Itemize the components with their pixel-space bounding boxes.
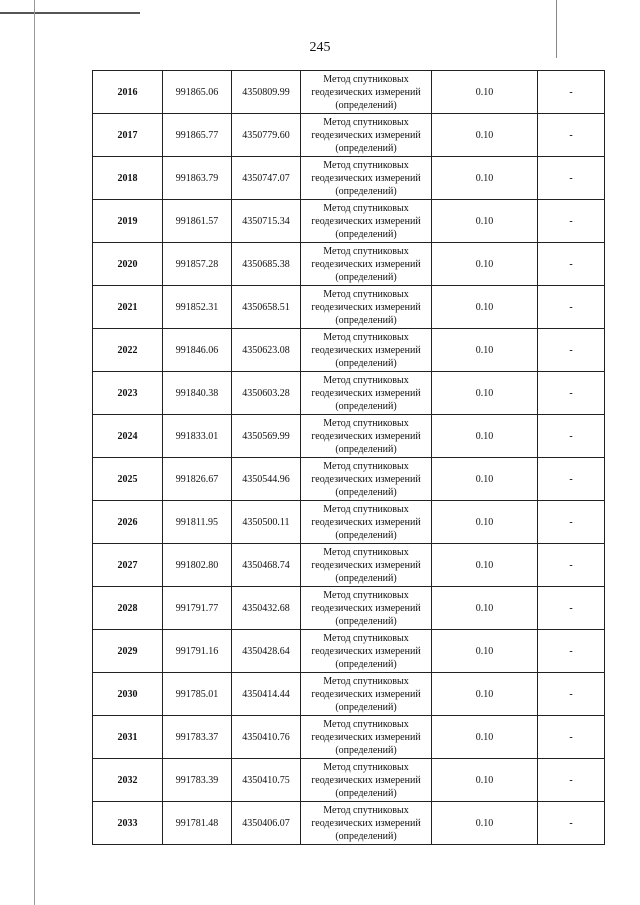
- point-number-cell: 2032: [93, 759, 163, 802]
- point-number-cell: 2024: [93, 415, 163, 458]
- accuracy-cell: 0.10: [432, 759, 538, 802]
- y-coordinate-cell: 4350544.96: [232, 458, 301, 501]
- table-row: [93, 630, 605, 673]
- accuracy-cell: 0.10: [432, 716, 538, 759]
- accuracy-cell: 0.10: [432, 673, 538, 716]
- point-number-cell: 2027: [93, 544, 163, 587]
- y-coordinate-cell: 4350715.34: [232, 200, 301, 243]
- method-cell: Метод спутниковых геодезических измерений (определений): [301, 243, 432, 286]
- x-coordinate-cell: 991840.38: [163, 372, 232, 415]
- table-row: [93, 759, 605, 802]
- table-row: [93, 329, 605, 372]
- coordinates-table: [92, 70, 605, 845]
- accuracy-cell: 0.10: [432, 544, 538, 587]
- note-cell: -: [538, 157, 605, 200]
- note-cell: -: [538, 458, 605, 501]
- coordinates-table-body: [93, 71, 605, 845]
- note-cell: -: [538, 501, 605, 544]
- x-coordinate-cell: 991833.01: [163, 415, 232, 458]
- y-coordinate-cell: 4350685.38: [232, 243, 301, 286]
- x-coordinate-cell: 991865.77: [163, 114, 232, 157]
- note-cell: -: [538, 716, 605, 759]
- method-cell: Метод спутниковых геодезических измерений (определений): [301, 673, 432, 716]
- x-coordinate-cell: 991781.48: [163, 802, 232, 845]
- scan-artifact-left-line: [34, 0, 35, 905]
- scan-artifact-top-line: [0, 12, 140, 14]
- x-coordinate-cell: 991861.57: [163, 200, 232, 243]
- accuracy-cell: 0.10: [432, 372, 538, 415]
- x-coordinate-cell: 991852.31: [163, 286, 232, 329]
- y-coordinate-cell: 4350569.99: [232, 415, 301, 458]
- method-cell: Метод спутниковых геодезических измерений (определений): [301, 802, 432, 845]
- table-row: [93, 286, 605, 329]
- accuracy-cell: 0.10: [432, 501, 538, 544]
- accuracy-cell: 0.10: [432, 415, 538, 458]
- table-row: [93, 114, 605, 157]
- page-number: 245: [309, 40, 331, 55]
- table-row: [93, 458, 605, 501]
- point-number-cell: 2030: [93, 673, 163, 716]
- note-cell: -: [538, 673, 605, 716]
- y-coordinate-cell: 4350468.74: [232, 544, 301, 587]
- method-cell: Метод спутниковых геодезических измерений (определений): [301, 630, 432, 673]
- table-row: [93, 716, 605, 759]
- note-cell: -: [538, 114, 605, 157]
- accuracy-cell: 0.10: [432, 329, 538, 372]
- y-coordinate-cell: 4350747.07: [232, 157, 301, 200]
- x-coordinate-cell: 991865.06: [163, 71, 232, 114]
- table-row: [93, 200, 605, 243]
- point-number-cell: 2026: [93, 501, 163, 544]
- point-number-cell: 2025: [93, 458, 163, 501]
- point-number-cell: 2017: [93, 114, 163, 157]
- y-coordinate-cell: 4350809.99: [232, 71, 301, 114]
- method-cell: Метод спутниковых геодезических измерений (определений): [301, 587, 432, 630]
- y-coordinate-cell: 4350432.68: [232, 587, 301, 630]
- method-cell: Метод спутниковых геодезических измерений (определений): [301, 71, 432, 114]
- point-number-cell: 2019: [93, 200, 163, 243]
- point-number-cell: 2018: [93, 157, 163, 200]
- point-number-cell: 2023: [93, 372, 163, 415]
- accuracy-cell: 0.10: [432, 802, 538, 845]
- method-cell: Метод спутниковых геодезических измерений (определений): [301, 458, 432, 501]
- table-row: [93, 673, 605, 716]
- point-number-cell: 2016: [93, 71, 163, 114]
- x-coordinate-cell: 991863.79: [163, 157, 232, 200]
- note-cell: -: [538, 802, 605, 845]
- x-coordinate-cell: 991783.39: [163, 759, 232, 802]
- note-cell: -: [538, 372, 605, 415]
- table-row: [93, 587, 605, 630]
- table-row: [93, 802, 605, 845]
- method-cell: Метод спутниковых геодезических измерений (определений): [301, 501, 432, 544]
- note-cell: -: [538, 415, 605, 458]
- method-cell: Метод спутниковых геодезических измерений (определений): [301, 759, 432, 802]
- y-coordinate-cell: 4350603.28: [232, 372, 301, 415]
- y-coordinate-cell: 4350428.64: [232, 630, 301, 673]
- y-coordinate-cell: 4350623.08: [232, 329, 301, 372]
- y-coordinate-cell: 4350658.51: [232, 286, 301, 329]
- note-cell: -: [538, 243, 605, 286]
- accuracy-cell: 0.10: [432, 114, 538, 157]
- table-row: [93, 243, 605, 286]
- y-coordinate-cell: 4350406.07: [232, 802, 301, 845]
- note-cell: -: [538, 329, 605, 372]
- method-cell: Метод спутниковых геодезических измерений (определений): [301, 372, 432, 415]
- point-number-cell: 2031: [93, 716, 163, 759]
- y-coordinate-cell: 4350779.60: [232, 114, 301, 157]
- y-coordinate-cell: 4350500.11: [232, 501, 301, 544]
- method-cell: Метод спутниковых геодезических измерений (определений): [301, 544, 432, 587]
- method-cell: Метод спутниковых геодезических измерений (определений): [301, 157, 432, 200]
- note-cell: -: [538, 630, 605, 673]
- accuracy-cell: 0.10: [432, 200, 538, 243]
- y-coordinate-cell: 4350414.44: [232, 673, 301, 716]
- x-coordinate-cell: 991857.28: [163, 243, 232, 286]
- x-coordinate-cell: 991846.06: [163, 329, 232, 372]
- x-coordinate-cell: 991811.95: [163, 501, 232, 544]
- y-coordinate-cell: 4350410.76: [232, 716, 301, 759]
- point-number-cell: 2022: [93, 329, 163, 372]
- accuracy-cell: 0.10: [432, 157, 538, 200]
- table-row: [93, 501, 605, 544]
- x-coordinate-cell: 991791.77: [163, 587, 232, 630]
- x-coordinate-cell: 991802.80: [163, 544, 232, 587]
- accuracy-cell: 0.10: [432, 630, 538, 673]
- point-number-cell: 2029: [93, 630, 163, 673]
- x-coordinate-cell: 991783.37: [163, 716, 232, 759]
- point-number-cell: 2033: [93, 802, 163, 845]
- accuracy-cell: 0.10: [432, 71, 538, 114]
- method-cell: Метод спутниковых геодезических измерений (определений): [301, 200, 432, 243]
- note-cell: -: [538, 71, 605, 114]
- y-coordinate-cell: 4350410.75: [232, 759, 301, 802]
- accuracy-cell: 0.10: [432, 243, 538, 286]
- table-row: [93, 544, 605, 587]
- accuracy-cell: 0.10: [432, 286, 538, 329]
- accuracy-cell: 0.10: [432, 587, 538, 630]
- x-coordinate-cell: 991826.67: [163, 458, 232, 501]
- method-cell: Метод спутниковых геодезических измерений (определений): [301, 329, 432, 372]
- method-cell: Метод спутниковых геодезических измерений (определений): [301, 716, 432, 759]
- x-coordinate-cell: 991791.16: [163, 630, 232, 673]
- note-cell: -: [538, 544, 605, 587]
- table-row: [93, 415, 605, 458]
- point-number-cell: 2028: [93, 587, 163, 630]
- table-row: [93, 157, 605, 200]
- note-cell: -: [538, 286, 605, 329]
- table-row: [93, 71, 605, 114]
- x-coordinate-cell: 991785.01: [163, 673, 232, 716]
- accuracy-cell: 0.10: [432, 458, 538, 501]
- table-row: [93, 372, 605, 415]
- point-number-cell: 2020: [93, 243, 163, 286]
- method-cell: Метод спутниковых геодезических измерений (определений): [301, 114, 432, 157]
- method-cell: Метод спутниковых геодезических измерений (определений): [301, 415, 432, 458]
- note-cell: -: [538, 200, 605, 243]
- note-cell: -: [538, 587, 605, 630]
- method-cell: Метод спутниковых геодезических измерений (определений): [301, 286, 432, 329]
- note-cell: -: [538, 759, 605, 802]
- point-number-cell: 2021: [93, 286, 163, 329]
